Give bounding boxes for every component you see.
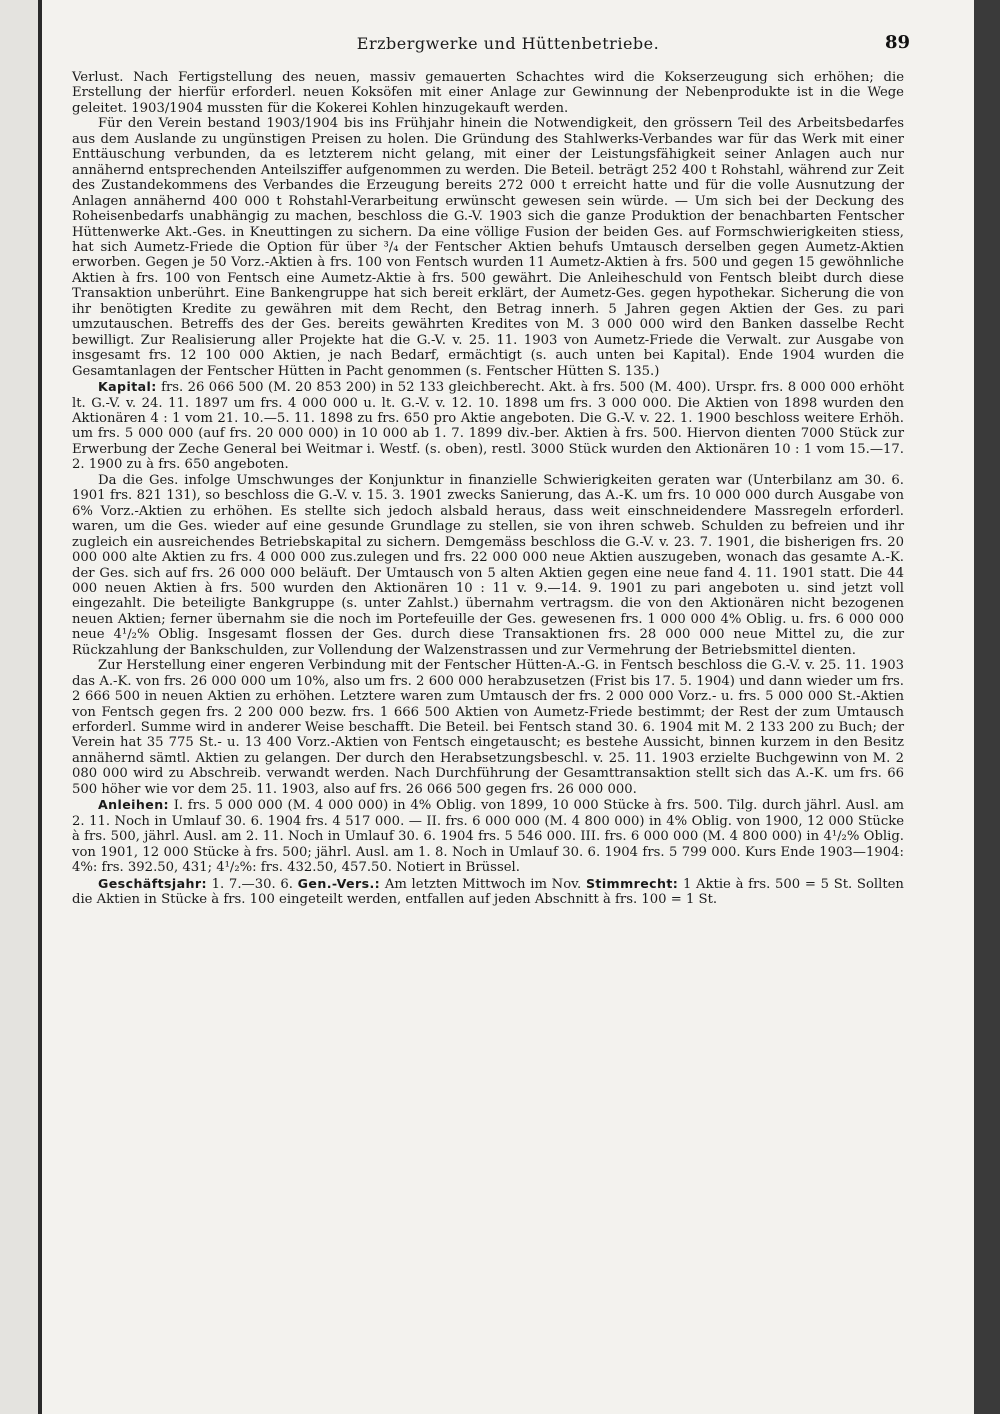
section-label-geschaeftsjahr: Geschäftsjahr: — [98, 875, 207, 891]
body-text — [72, 70, 904, 907]
paragraph-kapital — [72, 379, 904, 473]
scan-right-margin — [974, 0, 1000, 1414]
stimmrecht-text: 1 Aktie à frs. 500 = 5 St. Sollten die Aktien in Stücke à frs. 100 eingeteilt werden, entfallen auf jeden Abschnitt à frs. 100 = 1 St. — [72, 876, 904, 908]
paragraph-fentsch: Zur Herstellung einer engeren Verbindung mit der Fentscher Hütten-A.-G. in Fentsch beschloss die G.-V. v. 25. 11. 1903 das A.-K. von frs. 26 000 000 um 10%, also um frs. 2 600 000 herabzusetzen (Frist bis 17. 5. 1904) und dann wieder um frs. 2 666 500 in neuen Aktien zu erhöhen. Letztere waren zum Umtausch der frs. 2 000 000 Vorz.- u. frs. 5 000 000 St.-Aktien von Fentsch gegen frs. 2 200 000 bezw. frs. 1 666 500 Aktien von Aumetz-Friede bestimmt; der Rest der zum Umtausch erforderl. Summe wird in anderer Weise beschafft. Die Beteil. bei Fentsch stand 30. 6. 1904 mit M. 2 133 200 zu Buch; der Verein hat 35 775 St.- u. 13 400 Vorz.-Aktien von Fentsch eingetauscht; es bestehe Aussicht, binnen kurzem in den Besitz annähernd sämtl. Aktien zu gelangen. Der durch den Herabsetzungsbeschl. v. 25. 11. 1903 erzielte Buchgewinn von M. 2 080 000 wird zu Abschreib. verwandt werden. Nach Durchführung der Gesamttransaktion stellt sich das A.-K. um frs. 66 500 höher wie vor dem 25. 11. 1903, also auf frs. 26 066 500 gegen frs. 26 000 000. — [72, 658, 904, 797]
section-label-anleihen: Anleihen: — [98, 797, 169, 813]
geschaeftsjahr-text: 1. 7.—30. 6. — [211, 876, 293, 892]
running-header — [42, 34, 974, 58]
paragraph-geschaeftsjahr — [72, 876, 904, 908]
paragraph-verlust: Verlust. Nach Fertigstellung des neuen, massiv gemauerten Schachtes wird die Kokserzeugung sich erhöhen; die Erstellung der hierfür erforderl. neuen Koksöfen mit einer Anlage zur Gewinnung der Nebenprodukte ist in die Wege geleitet. 1903/1904 mussten für die Kokerei Kohlen hinzugekauft werden. — [72, 70, 904, 116]
kapital-text: frs. 26 066 500 (M. 20 853 200) in 52 133 gleichberecht. Akt. à frs. 500 (M. 400). Urspr. frs. 8 000 000 erhöht lt. G.-V. v. 24. 11. 1897 um frs. 4 000 000 u. lt. G.-V. v. 12. 10. 1898 um frs. 3 000 000. Die Aktien von 1898 wurden den Aktionären 4 : 1 vom 21. 10.—5. 11. 1898 zu frs. 650 pro Aktie angeboten. Die G.-V. v. 22. 1. 1900 beschloss weitere Erhöh. um frs. 5 000 000 (auf frs. 20 000 000) in 10 000 ab 1. 7. 1899 div.-ber. Aktien à frs. 500. Hiervon dienten 7000 Stück zur Erwerbung der Zeche General bei Weitmar i. Westf. (s. oben), restl. 3000 Stück wurden den Aktionären 10 : 1 vom 15.—17. 2. 1900 zu à frs. 650 angeboten. — [72, 380, 904, 473]
document-page — [42, 0, 974, 1414]
page-number: 89 — [884, 32, 910, 53]
paragraph-anleihen — [72, 797, 904, 875]
section-label-gen-vers: Gen.-Vers.: — [297, 875, 381, 891]
paragraph-sanierung: Da die Ges. infolge Umschwunges der Konjunktur in finanzielle Schwierigkeiten geraten war (Unterbilanz am 30. 6. 1901 frs. 821 131), so beschloss die G.-V. v. 15. 3. 1901 zwecks Sanierung, das A.-K. um frs. 10 000 000 durch Ausgabe von 6% Vorz.-Aktien zu erhöhen. Es stellte sich jedoch alsbald heraus, dass weit einschneidendere Massregeln erforderl. waren, um die Ges. wieder auf eine gesunde Grundlage zu stellen, sie von ihren schweb. Schulden zu befreien und ihr zugleich ein ausreichendes Betriebskapital zu sichern. Demgemäss beschloss die G.-V. v. 23. 7. 1901, die bisherigen frs. 20 000 000 alte Aktien zu frs. 4 000 000 zus.zulegen und frs. 22 000 000 neue Aktien auszugeben, wonach das gesamte A.-K. der Ges. sich auf frs. 26 000 000 beläuft. Der Umtausch von 5 alten Aktien gegen eine neue fand 4. 11. 1901 statt. Die 44 000 neuen Aktien à frs. 500 wurden den Aktionären 10 : 11 v. 9.—14. 9. 1901 zu pari angeboten u. sind jetzt voll eingezahlt. Die beteiligte Bankgruppe (s. unter Zahlst.) übernahm vertragsm. die von den Aktionären nicht bezogenen neuen Aktien; ferner übernahm sie die noch im Portefeuille der Ges. gewesenen frs. 1 000 000 4% Oblig. u. frs. 6 000 000 neue 4¹/₂% Oblig. Insgesamt flossen der Ges. durch diese Transaktionen frs. 28 000 000 neue Mittel zu, die zur Rückzahlung der Bankschulden, zur Vollendung der Walzenstrassen und zur Vermehrung der Betriebsmittel dienten. — [72, 472, 904, 658]
scan-left-margin — [0, 0, 42, 1414]
section-label-kapital: Kapital: — [98, 379, 157, 395]
page-title: Erzbergwerke und Hüttenbetriebe. — [356, 34, 660, 53]
section-label-stimmrecht: Stimmrecht: — [585, 875, 679, 891]
gen-vers-text: Am letzten Mittwoch im Nov. — [384, 876, 582, 892]
anleihen-text: I. frs. 5 000 000 (M. 4 000 000) in 4% Oblig. von 1899, 10 000 Stücke à frs. 500. Tilg. durch jährl. Ausl. am 2. 11. Noch in Umlauf 30. 6. 1904 frs. 4 517 000. — II. frs. 6 000 000 (M. 4 800 000) in 4% Oblig. von 1900, 12 000 Stücke à frs. 500, jährl. Ausl. am 2. 11. Noch in Umlauf 30. 6. 1904 frs. 5 546 000. III. frs. 6 000 000 (M. 4 800 000) in 4¹/₂% Oblig. von 1901, 12 000 Stücke à frs. 500; jährl. Ausl. am 1. 8. Noch in Umlauf 30. 6. 1904 frs. 5 799 000. Kurs Ende 1903—1904: 4%: frs. 392.50, 431; 4¹/₂%: frs. 432.50, 457.50. Notiert in Brüssel. — [72, 798, 904, 876]
paragraph-verein: Für den Verein bestand 1903/1904 bis ins Frühjahr hinein die Notwendigkeit, den grössern Teil des Arbeitsbedarfes aus dem Auslande zu ungünstigen Preisen zu holen. Die Gründung des Stahlwerks-Verbandes war für das Werk mit einer Enttäuschung verbunden, da es letzterem nicht gelang, mit einer der Leistungsfähigkeit seiner Anlagen auch nur annähernd entsprechenden Anteilsziffer aufgenommen zu werden. Die Beteil. beträgt 252 400 t Rohstahl, während zur Zeit des Zustandekommens des Verbandes die Erzeugung bereits 272 000 t erreicht hatte und für die volle Ausnutzung der Anlagen annähernd 400 000 t Rohstahl-Verarbeitung erwünscht gewesen sein würde. — Um sich bei der Deckung des Roheisenbedarfs unabhängig zu machen, beschloss die G.-V. 1903 sich die ganze Produktion der benachbarten Fentscher Hüttenwerke Akt.-Ges. in Kneuttingen zu sichern. Da eine völlige Fusion der beiden Ges. auf Formschwierigkeiten stiess, hat sich Aumetz-Friede die Option für über ³/₄ der Fentscher Aktien behufs Umtausch derselben gegen Aumetz-Aktien erworben. Gegen je 50 Vorz.-Aktien à frs. 100 von Fentsch wurden 11 Aumetz-Aktien à frs. 500 und gegen 15 gewöhnliche Aktien à frs. 100 von Fentsch eine Aumetz-Aktie à frs. 500 gewährt. Die Anleiheschuld von Fentsch bleibt durch diese Transaktion unberührt. Eine Bankengruppe hat sich bereit erklärt, der Aumetz-Ges. gegen hypothekar. Sicherung die von ihr benötigten Kredite zu gewähren mit dem Recht, den Betrag innerh. 5 Jahren gegen Aktien der Ges. zu pari umzutauschen. Betreffs des der Ges. bereits gewährten Kredites von M. 3 000 000 wird den Banken dasselbe Recht bewilligt. Zur Realisierung aller Projekte hat die G.-V. v. 25. 11. 1903 von Aumetz-Friede die Verwalt. zur Ausgabe von insgesamt frs. 12 100 000 Aktien, je nach Bedarf, ermächtigt (s. auch unten bei Kapital). Ende 1904 wurden die Gesamtanlagen der Fentscher Hütten in Pacht genommen (s. Fentscher Hütten S. 135.) — [72, 116, 904, 379]
